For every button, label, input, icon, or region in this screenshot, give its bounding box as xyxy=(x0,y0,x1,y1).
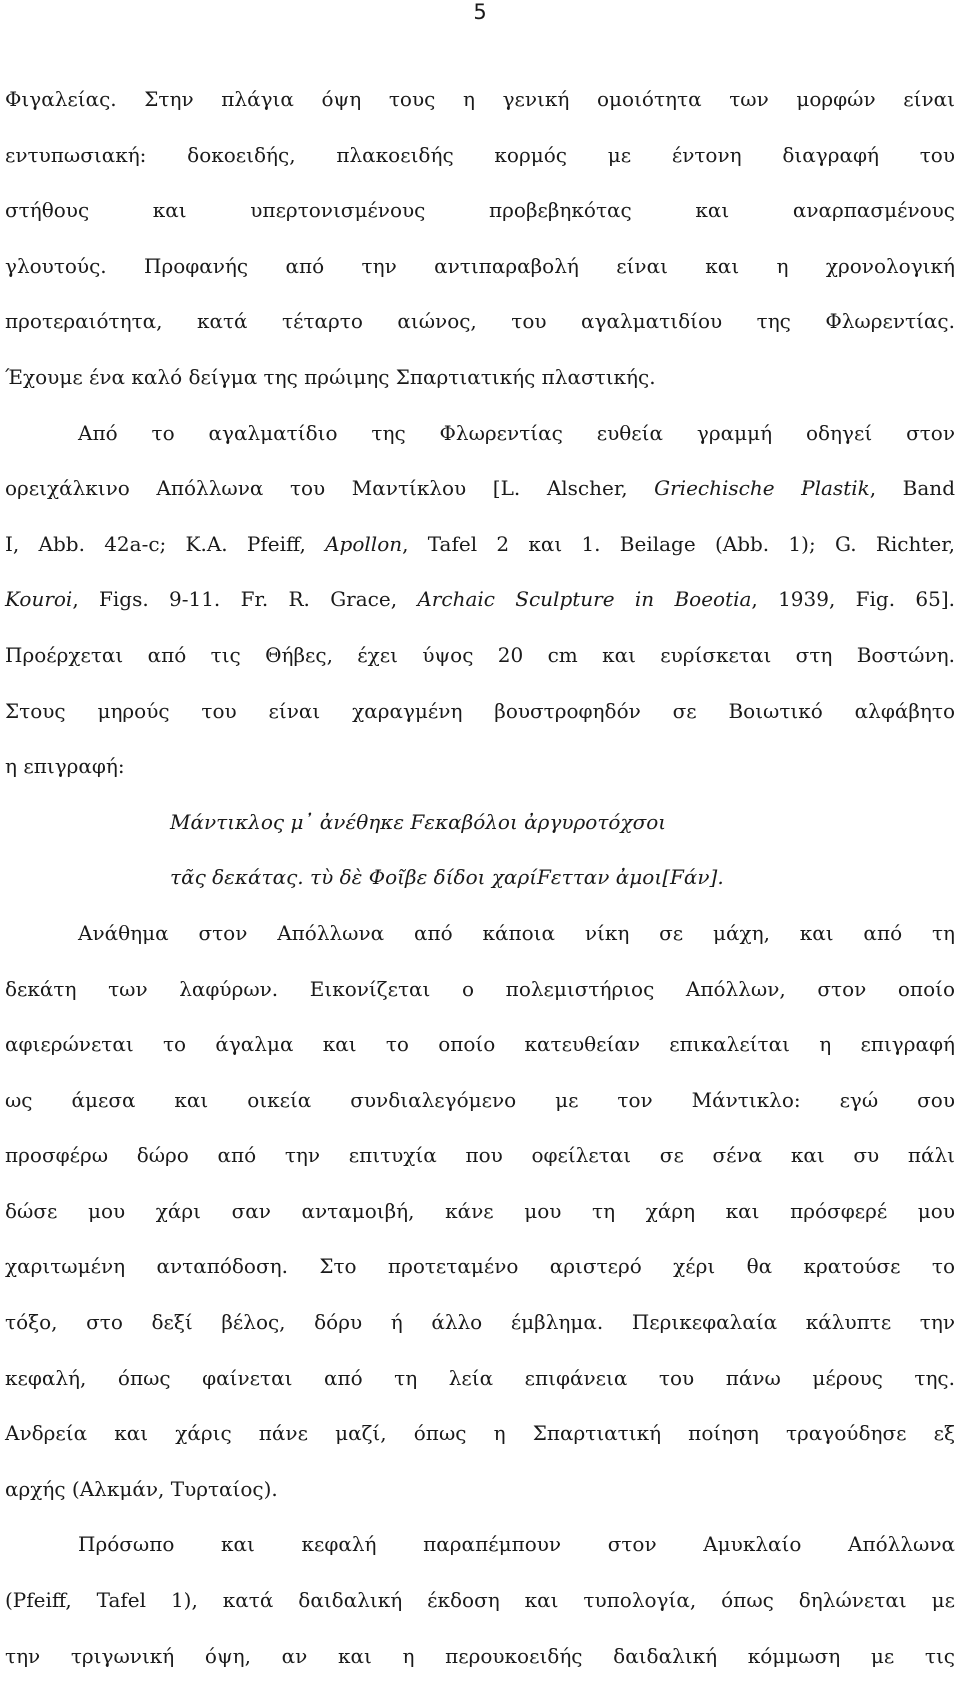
text-line: η επιγραφή: xyxy=(5,754,125,779)
text-line: Στους μηρούς του είναι χαραγμένη βουστροφηδόν σε Βοιωτικό αλφάβητο xyxy=(5,698,955,723)
text-line: Από το αγαλματίδιο της Φλωρεντίας ευθεία γραμμή οδηγεί στον xyxy=(78,420,955,445)
text-line: (Pfeiff, Tafel 1), κατά δαιδαλική έκδοση και τυπολογία, όπως δηλώνεται με xyxy=(5,1588,955,1613)
text-line: δεκάτη των λαφύρων. Εικονίζεται ο πολεμιστήριος Απόλλων, στον οποίο xyxy=(5,976,955,1001)
text-run: I, Abb. 42a-c; K.A. Pfeiff, xyxy=(5,531,326,556)
text-line: χαριτωμένη ανταπόδοση. Στο προτεταμένο αριστερό χέρι θα κρατούσε το xyxy=(5,1254,955,1279)
text-line: την τριγωνική όψη, αν και η περουκοειδής δαιδαλική κόμμωση με τις xyxy=(5,1643,955,1668)
text-line: Φιγαλείας. Στην πλάγια όψη τους η γενική ομοιότητα των μορφών είναι xyxy=(5,87,955,111)
page-number: 5 xyxy=(473,0,487,24)
text-run: , Figs. 9-11. Fr. R. Grace, xyxy=(72,587,418,612)
text-line: στήθους και υπερτονισμένους προβεβηκότας και αναρπασμένους xyxy=(5,198,955,223)
text-run: , 1939, Fig. 65]. xyxy=(751,587,955,612)
book-title: Griechische Plastik xyxy=(654,476,870,501)
body-text xyxy=(5,72,955,1684)
text-line: Πρόσωπο και κεφαλή παραπέμπουν στον Αμυκλαίο Απόλλωνα xyxy=(78,1532,955,1557)
text-line: δώσε μου χάρι σαν ανταμοιβή, κάνε μου τη χάρη και πρόσφερέ μου xyxy=(5,1198,955,1223)
text-run: ορειχάλκινο Απόλλωνα του Μαντίκλου [L. Alscher, xyxy=(5,476,655,501)
inscription-line: τᾶς δεκάτας. τὺ δὲ Φοῖβε δίδοι χαρίFετταν ἀμοι[Fάν]. xyxy=(170,865,724,890)
text-line: προσφέρω δώρο από την επιτυχία που οφείλεται σε σένα και συ πάλι xyxy=(5,1143,955,1168)
text-line: εντυπωσιακή: δοκοειδής, πλακοειδής κορμός με έντονη διαγραφή του xyxy=(5,142,955,167)
text-line xyxy=(5,572,955,628)
text-run: , Band xyxy=(869,476,955,501)
book-title: Archaic Sculpture in Boeotia xyxy=(417,587,752,612)
text-line: τόξο, στο δεξί βέλος, δόρυ ή άλλο έμβλημα. Περικεφαλαία κάλυπτε την xyxy=(5,1310,955,1335)
book-title: Kouroi xyxy=(5,587,73,612)
text-line: Έχουμε ένα καλό δείγμα της πρώιμης Σπαρτιατικής πλαστικής. xyxy=(5,364,656,389)
text-line: Προέρχεται από τις Θήβες, έχει ύψος 20 cm και ευρίσκεται στη Βοστώνη. xyxy=(5,642,955,667)
text-line: αρχής (Αλκμάν, Τυρταίος). xyxy=(5,1476,278,1501)
text-line: κεφαλή, όπως φαίνεται από τη λεία επιφάνεια του πάνω μέρους της. xyxy=(5,1365,955,1390)
text-line xyxy=(5,517,955,573)
text-line: Ανδρεία και χάρις πάνε μαζί, όπως η Σπαρτιατική ποίηση τραγούδησε εξ xyxy=(5,1421,955,1446)
text-run: , Tafel 2 και 1. Beilage (Abb. 1); G. Richter, xyxy=(402,531,955,556)
text-line: προτεραιότητα, κατά τέταρτο αιώνος, του αγαλματιδίου της Φλωρεντίας. xyxy=(5,309,955,334)
text-line: Ανάθημα στον Απόλλωνα από κάποια νίκη σε μάχη, και από τη xyxy=(78,920,955,945)
text-line xyxy=(5,461,955,517)
text-line: αφιερώνεται το άγαλμα και το οποίο κατευθείαν επικαλείται η επιγραφή xyxy=(5,1032,955,1057)
text-line: γλουτούς. Προφανής από την αντιπαραβολή είναι και η χρονολογική xyxy=(5,253,955,278)
text-line: ως άμεσα και οικεία συνδιαλεγόμενο με τον Μάντικλο: εγώ σου xyxy=(5,1087,955,1112)
book-title: Apollon xyxy=(325,531,403,556)
inscription-line: Μάντικλος μ᾽ ἀνέθηκε Fεκαβόλοι ἀργυροτόχσοι xyxy=(170,809,667,834)
